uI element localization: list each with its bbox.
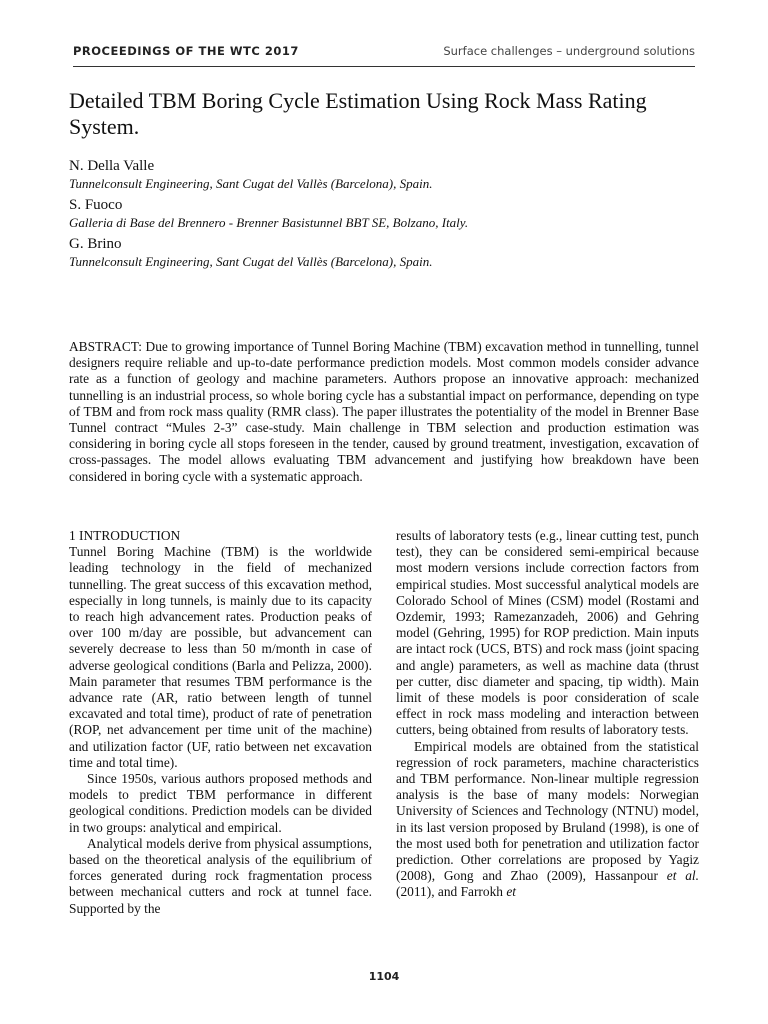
journal-tagline: Surface challenges – underground solutions bbox=[443, 44, 695, 58]
paper-title: Detailed TBM Boring Cycle Estimation Using Rock Mass Rating System. bbox=[69, 88, 647, 139]
left-column bbox=[69, 528, 372, 917]
text-run: Empirical models are obtained from the statistical regression of rock parameters, machine characteristics and TBM performance. Non-linear multiple regression analysis is the base of many models: Norwegian University of Sciences and Technology (NTNU) model, in its last version proposed by Bruland (1998), is one of the most used both for penetration and utilization factor prediction. Other correlations are proposed by Yagiz (2008), Gong and Zhao (2009), Hassanpour bbox=[396, 738, 699, 884]
running-header bbox=[73, 44, 695, 64]
author-name: N. Della Valle bbox=[69, 158, 155, 174]
author-affiliation: Tunnelconsult Engineering, Sant Cugat del Vallès (Barcelona), Spain. bbox=[69, 176, 433, 191]
text-run: (2011), and Farrokh bbox=[396, 884, 507, 900]
author-affiliation: Tunnelconsult Engineering, Sant Cugat del Vallès (Barcelona), Spain. bbox=[69, 254, 433, 269]
page-number: 1104 bbox=[368, 970, 400, 983]
author-list bbox=[69, 158, 709, 275]
paragraph: Tunnel Boring Machine (TBM) is the worldwide leading technology in the field of mechanized tunnelling. The great success of this excavation method, especially in long tunnels, is mainly due to its capacity to reach high advancement rates. Production peaks of over 100 m/day are possible, but advancement can severely decrease to less than 50 m/month in case of adverse geological conditions (Barla and Pelizza, 2000). Main parameter that resumes TBM performance is the advance rate (AR, ratio between length of tunnel excavated and total time), product of rate of penetration (ROP, net advancement per time unit of the machine) and utilization factor (UF, ratio between net excavation time and total time). bbox=[69, 544, 372, 770]
right-column bbox=[396, 528, 699, 901]
italic-run: et bbox=[506, 884, 516, 900]
journal-name: PROCEEDINGS OF THE WTC 2017 bbox=[73, 44, 299, 58]
author-affiliation: Galleria di Base del Brennero - Brenner Basistunnel BBT SE, Bolzano, Italy. bbox=[69, 215, 469, 230]
header-rule bbox=[73, 66, 695, 67]
paragraph: results of laboratory tests (e.g., linear cutting test, punch test), they can be considered semi-empirical because most modern versions include correction factors from empirical studies. Most successful analytical models are Colorado School of Mines (CSM) model (Rostami and Ozdemir, 1993; Ramezanzadeh, 2006) and Gehring model (Gehring, 1995) for ROP prediction. Main inputs are intact rock (UCS, BTS) and rock mass (joint spacing and angle) parameters, as well as machine data (thrust per cutter, disc diameter and spacing, tip width). Main limit of these models is poor consideration of scale effect in rock mass modeling and interaction between cutters, being obtained from results of laboratory tests. bbox=[396, 528, 699, 738]
paragraph: Since 1950s, various authors proposed methods and models to predict TBM performance in different geological conditions. Prediction models can be divided in two groups: analytical and empirical. bbox=[69, 771, 372, 835]
italic-run: et al. bbox=[666, 868, 699, 884]
abstract: ABSTRACT: Due to growing importance of Tunnel Boring Machine (TBM) excavation method in tunnelling, tunnel designers require reliable and up-to-date performance prediction models. Most common models consider advance rate as a function of geology and machine parameters. Authors propose an innovative approach: mechanized tunnelling is an industrial process, so whole boring cycle has a substantial impact on performance, depending on type of TBM and from rock mass quality (RMR class). The paper illustrates the potentiality of the model in Brenner Base Tunnel contract “Mules 2-3” case-study. Main challenge in TBM selection and production estimation was considering in boring cycle all stops foreseen in the tender, caused by ground treatment, investigation, excavation of cross-passages. The model allows evaluating TBM advancement and justifying how breakdown have been considered in boring cycle with a systematic approach. bbox=[69, 339, 699, 484]
paragraph: Analytical models derive from physical assumptions, based on the theoretical analysis of the equilibrium of forces generated during rock fragmentation process between mechanical cutters and rock at tunnel face. Supported by the bbox=[69, 835, 372, 916]
author-name: G. Brino bbox=[69, 236, 122, 252]
author-name: S. Fuoco bbox=[69, 197, 123, 213]
section-heading: 1 INTRODUCTION bbox=[69, 528, 181, 543]
paragraph bbox=[396, 739, 699, 901]
